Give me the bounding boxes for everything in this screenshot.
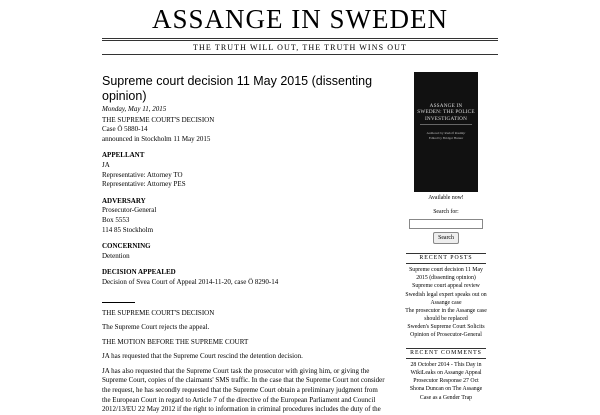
header-rule-bottom [102, 54, 498, 55]
recent-post-link[interactable]: Sweden's Supreme Court Solicits Opinion of Prosecutor-General [407, 323, 485, 339]
post-title[interactable]: Supreme court decision 11 May 2015 (dissenting opinion) [102, 74, 373, 103]
appellant-line: JA [102, 160, 110, 169]
header-rule-double [102, 40, 498, 41]
adversary-heading: ADVERSARY [102, 196, 146, 205]
recent-post-link[interactable]: Swedish legal expert speaks out on Assange case [405, 291, 487, 306]
recent-comment-item[interactable]: 28 October 2014 - This Day in WikiLeaks on Assange Appeal Prosecutor Response 27 Oct [410, 362, 482, 385]
intro-line: THE SUPREME COURT'S DECISION [102, 115, 215, 124]
book-divider [420, 124, 472, 125]
adversary-line: Box 5553 [102, 215, 130, 224]
concerning-heading: CONCERNING [102, 242, 151, 251]
recent-post-link[interactable]: Supreme court appeal review [412, 283, 480, 290]
site-title[interactable]: ASSANGE IN SWEDEN [152, 4, 448, 34]
available-note[interactable]: Available now! [428, 195, 464, 201]
appellant-heading: APPELLANT [102, 151, 145, 160]
adversary-line: 114 85 Stockholm [102, 225, 154, 234]
concerning-line: Detention [102, 251, 130, 260]
book-title: ASSANGE IN SWEDEN: THE POLICE INVESTIGATION [417, 103, 475, 122]
book-credits [417, 131, 475, 141]
recent-comment-item[interactable]: Shona Duncan on The Assange Case as a Gender Trap [409, 386, 483, 401]
search-input[interactable] [409, 219, 483, 229]
intro-line: announced in Stockholm 11 May 2015 [102, 134, 211, 143]
site-tagline: THE TRUTH WILL OUT, THE TRUTH WINS OUT [193, 43, 407, 52]
book-editor: Edited by Bridget Hunter [428, 135, 464, 140]
paragraph: JA has also requested that the Supreme Court task the prosecutor with giving him, or giving the Supreme Court, copies of the claimants' SMS traffic. In the case that the Supreme Court not consider the request, he has secondly requested that the Supreme Court obtain a preliminary judgment from the European Court in regard to Article 7 of the directive of the European Parliament and Council 2012/13/EU 22 May 2012 if the right to information in criminal procedures includes the duty of the [102, 366, 385, 414]
search-label: Search for: [433, 209, 459, 216]
intro-line: Case Ö 5880-14 [102, 125, 148, 134]
paragraph: JA has requested that the Supreme Court rescind the detention decision. [102, 352, 303, 361]
recent-posts-heading: RECENT POSTS [406, 253, 486, 264]
post-date: Monday, May 11, 2015 [102, 105, 167, 113]
sidebar [404, 72, 488, 402]
separator-line [102, 302, 135, 303]
decision-appealed-heading: DECISION APPEALED [102, 268, 176, 277]
header-rule-top [102, 38, 498, 39]
appellant-line: Representative: Attorney TO [102, 170, 183, 179]
paragraph: The Supreme Court rejects the appeal. [102, 323, 210, 332]
intro-block [102, 116, 387, 145]
search-button[interactable]: Search [433, 232, 459, 244]
appellant-line: Representative: Attorney PES [102, 180, 186, 189]
decision-appealed-line: Decision of Svea Court of Appeal 2014-11-20, case Ö 8290-14 [102, 277, 279, 286]
paragraph: THE MOTION BEFORE THE SUPREME COURT [102, 337, 249, 346]
body-heading: THE SUPREME COURT'S DECISION [102, 308, 215, 317]
post-content [102, 74, 387, 415]
book-author: Authored by Rudolf Rasmijr [426, 131, 466, 135]
recent-post-link[interactable]: The prosecutor in the Assange case should be replaced [405, 307, 487, 322]
book-cover[interactable] [414, 72, 478, 192]
recent-comments-heading: RECENT COMMENTS [406, 348, 486, 359]
recent-post-link[interactable]: Supreme court decision 11 May 2015 (dissenting opinion) [409, 267, 483, 282]
adversary-line: Prosecutor-General [102, 206, 157, 215]
